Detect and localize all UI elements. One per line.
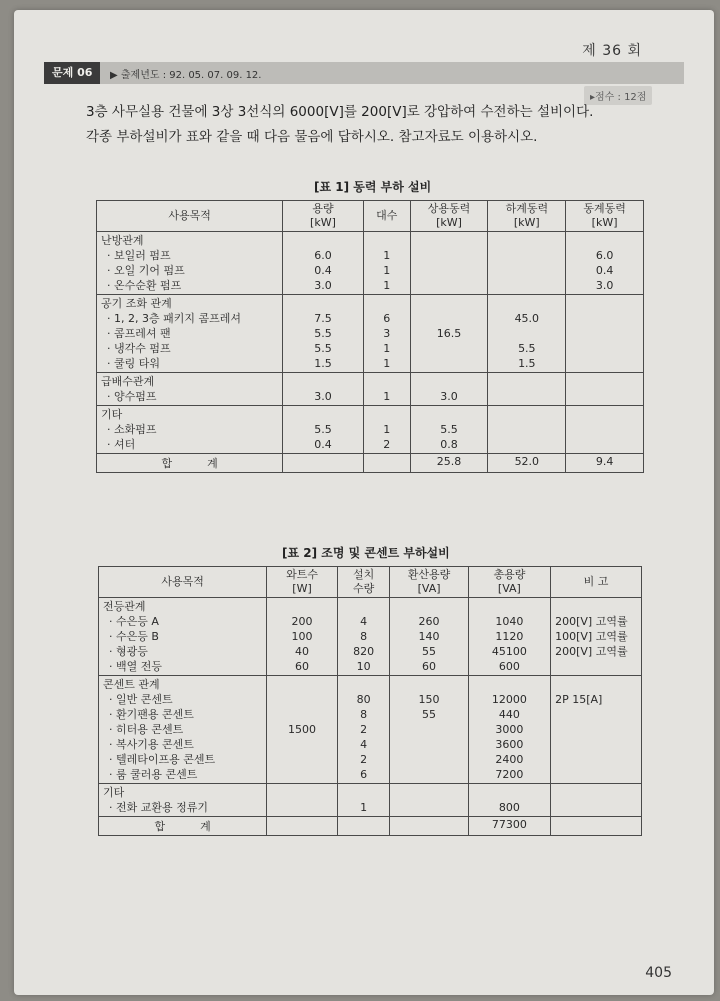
intro-line-1: 3층 사무실용 건물에 3상 3선식의 6000[V]를 200[V]로 강압하여 수전하는 설비이다. [86, 104, 594, 120]
quantity-value: 1 [383, 249, 391, 262]
converted-va-value [394, 722, 463, 737]
table2-header-cell: 비 고 [551, 567, 642, 598]
item-name: · 냉각수 펌프 [107, 342, 171, 355]
remark-cell [551, 784, 642, 817]
converted-va-value [394, 599, 463, 614]
summer-power-value [492, 407, 561, 422]
normal-power-value [415, 341, 484, 356]
quantity-value [342, 677, 386, 692]
summer-power-value [492, 263, 561, 278]
total-va-cell [468, 598, 550, 676]
total-va-value: 3600 [495, 738, 524, 751]
total-summer-value: 52.0 [488, 454, 566, 473]
capacity-value: 5.5 [314, 342, 332, 355]
winter-power-value [570, 233, 639, 248]
normal-power-cell [410, 406, 488, 454]
remark-value [555, 785, 637, 800]
capacity-cell [283, 295, 364, 373]
quantity-cell [363, 406, 410, 454]
total-winter-value: 9.4 [566, 454, 644, 473]
converted-va-cell [390, 676, 468, 784]
summer-power-cell [488, 295, 566, 373]
wattage-cell [267, 598, 337, 676]
purpose-cell [97, 295, 283, 373]
capacity-value: 3.0 [314, 390, 332, 403]
summer-power-value [492, 296, 561, 311]
total-va-value: 600 [498, 660, 520, 673]
winter-power-cell [566, 295, 644, 373]
converted-va-cell [390, 598, 468, 676]
quantity-value: 4 [360, 738, 368, 751]
capacity-cell [283, 232, 364, 295]
normal-power-cell [410, 295, 488, 373]
converted-va-value [394, 677, 463, 692]
normal-power-value: 16.5 [436, 327, 462, 340]
winter-power-value [570, 374, 639, 389]
wattage-value [271, 692, 332, 707]
remark-value [555, 800, 637, 815]
converted-va-value: 60 [422, 660, 437, 673]
total-va-value: 45100 [491, 645, 527, 658]
winter-power-value: 0.4 [595, 264, 614, 277]
item-name: · 보일러 펌프 [107, 249, 171, 262]
total-normal-value: 25.8 [410, 454, 488, 473]
total-va-value [473, 599, 546, 614]
exam-year: ▶ 출제년도 : 92. 05. 07. 09. 12. [110, 70, 262, 81]
power-load-table [96, 200, 644, 473]
quantity-value: 8 [360, 630, 368, 643]
item-name: · 쿨링 타워 [107, 357, 160, 370]
wattage-value: 1500 [288, 723, 317, 736]
wattage-value: 40 [295, 645, 310, 658]
summer-power-cell [488, 232, 566, 295]
textbook-page [14, 10, 714, 995]
remark-value [555, 767, 637, 782]
item-name: · 수은등 B [109, 630, 159, 643]
purpose-cell [97, 232, 283, 295]
normal-power-value [415, 278, 484, 293]
quantity-value: 1 [360, 801, 368, 814]
table2-title: [표 2] 조명 및 콘센트 부하설비 [282, 546, 450, 560]
normal-power-value: 0.8 [440, 438, 458, 451]
capacity-value [287, 407, 359, 422]
normal-power-value [415, 248, 484, 263]
total-va-value [473, 785, 546, 800]
table1-header-cell: 상용동력 [kW] [410, 201, 488, 232]
group-name: 난방관계 [101, 234, 144, 247]
quantity-value [342, 599, 386, 614]
table2-row [99, 784, 642, 817]
item-name: · 환기팬용 콘센트 [109, 708, 194, 721]
table1-row [97, 232, 644, 295]
winter-power-value [570, 389, 639, 404]
total-va-value: 2400 [495, 753, 524, 766]
converted-va-value [394, 785, 463, 800]
summer-power-cell [488, 373, 566, 406]
item-name: · 수은등 A [109, 615, 159, 628]
winter-power-cell [566, 373, 644, 406]
wattage-value [271, 677, 332, 692]
table2-row [99, 676, 642, 784]
item-name: · 전화 교환용 정류기 [109, 801, 208, 814]
quantity-value: 2 [360, 723, 368, 736]
wattage-value: 200 [291, 615, 313, 628]
purpose-cell [97, 373, 283, 406]
quantity-value [368, 233, 406, 248]
total-va-value: 12000 [491, 693, 527, 706]
summer-power-cell [488, 406, 566, 454]
purpose-cell [99, 784, 267, 817]
item-name: · 온수순환 펌프 [107, 279, 182, 292]
total-va-value: 7200 [495, 768, 524, 781]
quantity-value [368, 374, 406, 389]
item-name: · 룸 쿨러용 콘센트 [109, 768, 198, 781]
item-name: · 오일 기어 펌프 [107, 264, 185, 277]
normal-power-value [415, 356, 484, 371]
quantity-value: 1 [383, 357, 391, 370]
normal-power-value [415, 407, 484, 422]
converted-va-value [394, 737, 463, 752]
quantity-value: 4 [360, 615, 368, 628]
winter-power-value [570, 311, 639, 326]
table2-header-cell: 환산용량 [VA] [390, 567, 468, 598]
item-name: · 콤프레셔 팬 [107, 327, 171, 340]
normal-power-value [415, 296, 484, 311]
table1-total-row [97, 454, 644, 473]
quantity-value: 1 [383, 423, 391, 436]
problem-statement [86, 100, 676, 150]
total-va-value [473, 677, 546, 692]
group-name: 급배수관계 [101, 375, 155, 388]
empty-cell [337, 817, 390, 836]
capacity-value: 6.0 [314, 249, 332, 262]
winter-power-cell [566, 406, 644, 454]
item-name: · 1, 2, 3층 패키지 콤프레셔 [107, 312, 241, 325]
table1-title: [표 1] 동력 부하 설비 [314, 180, 432, 194]
grand-total-value: 77300 [468, 817, 550, 836]
wattage-value [271, 737, 332, 752]
winter-power-value [570, 296, 639, 311]
empty-cell [363, 454, 410, 473]
quantity-value: 3 [383, 327, 391, 340]
total-label: 합 계 [97, 454, 283, 473]
quantity-value: 2 [383, 438, 391, 451]
wattage-value [271, 707, 332, 722]
quantity-value: 1 [383, 342, 391, 355]
quantity-cell [363, 373, 410, 406]
summer-power-value [492, 248, 561, 263]
winter-power-value [570, 341, 639, 356]
table1-header-cell: 대수 [363, 201, 410, 232]
remark-value [555, 599, 637, 614]
converted-va-cell [390, 784, 468, 817]
capacity-cell [283, 406, 364, 454]
quantity-cell [363, 295, 410, 373]
quantity-cell [363, 232, 410, 295]
table1-row [97, 373, 644, 406]
table1-header-cell: 용량 [kW] [283, 201, 364, 232]
normal-power-value: 5.5 [440, 423, 458, 436]
item-name: · 백열 전등 [109, 660, 162, 673]
winter-power-value [570, 326, 639, 341]
wattage-value [271, 800, 332, 815]
table1-row [97, 406, 644, 454]
empty-cell [551, 817, 642, 836]
capacity-cell [283, 373, 364, 406]
remark-value: 100[V] 고역률 [555, 630, 628, 643]
purpose-cell [99, 676, 267, 784]
lighting-outlet-load-table [98, 566, 642, 836]
quantity-cell [337, 598, 390, 676]
item-name: · 소화펌프 [107, 423, 157, 436]
capacity-value: 0.4 [314, 264, 332, 277]
quantity-value: 820 [353, 645, 375, 658]
wattage-value: 100 [291, 630, 313, 643]
capacity-value: 7.5 [314, 312, 332, 325]
normal-power-value [415, 374, 484, 389]
capacity-value: 3.0 [314, 279, 332, 292]
wattage-value [271, 599, 332, 614]
score-label: ▸점수 : 12점 [584, 86, 652, 105]
summer-power-value [492, 437, 561, 452]
table1-header-cell: 하계동력 [kW] [488, 201, 566, 232]
converted-va-value: 55 [422, 708, 437, 721]
converted-va-value: 260 [418, 615, 440, 628]
quantity-cell [337, 784, 390, 817]
capacity-value [287, 296, 359, 311]
total-va-value: 800 [498, 801, 520, 814]
normal-power-cell [410, 373, 488, 406]
remark-value [555, 737, 637, 752]
converted-va-value [394, 752, 463, 767]
group-name: 전등관계 [103, 600, 146, 613]
quantity-value: 2 [360, 753, 368, 766]
summer-power-value [492, 389, 561, 404]
converted-va-value: 55 [422, 645, 437, 658]
quantity-value: 10 [356, 660, 371, 673]
normal-power-cell [410, 232, 488, 295]
item-name: · 히터용 콘센트 [109, 723, 184, 736]
purpose-cell [99, 598, 267, 676]
table2-header-cell: 설치 수량 [337, 567, 390, 598]
table1-header-cell: 동계동력 [kW] [566, 201, 644, 232]
normal-power-value [415, 233, 484, 248]
empty-cell [283, 454, 364, 473]
intro-line-2: 각종 부하설비가 표와 같을 때 다음 물음에 답하시오. 참고자료도 이용하시오. [86, 129, 538, 145]
quantity-value: 6 [360, 768, 368, 781]
table2-header-cell: 사용목적 [99, 567, 267, 598]
table2-total-row [99, 817, 642, 836]
capacity-value: 0.4 [314, 438, 332, 451]
item-name: · 일반 콘센트 [109, 693, 173, 706]
remark-value [555, 677, 637, 692]
remark-value [555, 722, 637, 737]
remark-value: 2P 15[A] [555, 693, 603, 706]
remark-cell [551, 676, 642, 784]
wattage-cell [267, 676, 337, 784]
round-label: 제 36 회 [582, 43, 642, 59]
summer-power-value [492, 422, 561, 437]
normal-power-value [415, 311, 484, 326]
summer-power-value: 45.0 [514, 312, 540, 325]
total-va-value: 1040 [495, 615, 524, 628]
winter-power-value [570, 407, 639, 422]
group-name: 공기 조화 관계 [101, 297, 172, 310]
item-name: · 텔레타이프용 콘센트 [109, 753, 216, 766]
remark-value [555, 752, 637, 767]
page-content [44, 32, 702, 995]
capacity-value [287, 374, 359, 389]
wattage-value [271, 785, 332, 800]
table2-header-cell: 와트수 [W] [267, 567, 337, 598]
item-name: · 형광등 [109, 645, 148, 658]
normal-power-value: 3.0 [440, 390, 458, 403]
wattage-value: 60 [295, 660, 310, 673]
problem-badge: 문제 06 [44, 62, 100, 84]
remark-value [555, 659, 637, 674]
page-number: 405 [645, 965, 672, 981]
table2-header-row [99, 567, 642, 598]
total-va-value: 440 [498, 708, 520, 721]
quantity-value: 1 [383, 390, 391, 403]
winter-power-cell [566, 232, 644, 295]
capacity-value [287, 233, 359, 248]
capacity-value: 1.5 [314, 357, 332, 370]
remark-value: 200[V] 고역률 [555, 645, 628, 658]
total-va-cell [468, 676, 550, 784]
table2-row [99, 598, 642, 676]
remark-value: 200[V] 고역률 [555, 615, 628, 628]
quantity-value: 80 [356, 693, 371, 706]
converted-va-value [394, 800, 463, 815]
wattage-value [271, 752, 332, 767]
capacity-value: 5.5 [314, 423, 332, 436]
quantity-value: 8 [360, 708, 368, 721]
summer-power-value: 5.5 [518, 342, 536, 355]
total-va-value: 3000 [495, 723, 524, 736]
total-va-cell [468, 784, 550, 817]
winter-power-value [570, 437, 639, 452]
summer-power-value [492, 233, 561, 248]
winter-power-value: 6.0 [595, 249, 614, 262]
item-name: · 복사기용 콘센트 [109, 738, 194, 751]
quantity-value [342, 785, 386, 800]
total-va-value: 1120 [495, 630, 524, 643]
quantity-value: 1 [383, 279, 391, 292]
summer-power-value [492, 278, 561, 293]
table1-row [97, 295, 644, 373]
group-name: 기타 [103, 786, 125, 799]
normal-power-value [415, 263, 484, 278]
winter-power-value [570, 422, 639, 437]
total-label: 합 계 [99, 817, 267, 836]
summer-power-value [492, 374, 561, 389]
remark-cell [551, 598, 642, 676]
empty-cell [390, 817, 468, 836]
quantity-value: 1 [383, 264, 391, 277]
summer-power-value [492, 326, 561, 341]
item-name: · 셔터 [107, 438, 136, 451]
summer-power-value: 1.5 [518, 357, 536, 370]
quantity-cell [337, 676, 390, 784]
quantity-value: 6 [383, 312, 391, 325]
capacity-value: 5.5 [314, 327, 332, 340]
table1-header-row [97, 201, 644, 232]
quantity-value [368, 296, 406, 311]
remark-value [555, 707, 637, 722]
empty-cell [267, 817, 337, 836]
wattage-cell [267, 784, 337, 817]
converted-va-value [394, 767, 463, 782]
converted-va-value: 150 [418, 693, 440, 706]
group-name: 기타 [101, 408, 123, 421]
table1-header-cell: 사용목적 [97, 201, 283, 232]
group-name: 콘센트 관계 [103, 678, 160, 691]
item-name: · 양수펌프 [107, 390, 157, 403]
quantity-value [368, 407, 406, 422]
winter-power-value [570, 356, 639, 371]
wattage-value [271, 767, 332, 782]
converted-va-value: 140 [418, 630, 440, 643]
winter-power-value: 3.0 [595, 279, 614, 292]
table2-header-cell: 총용량 [VA] [468, 567, 550, 598]
purpose-cell [97, 406, 283, 454]
